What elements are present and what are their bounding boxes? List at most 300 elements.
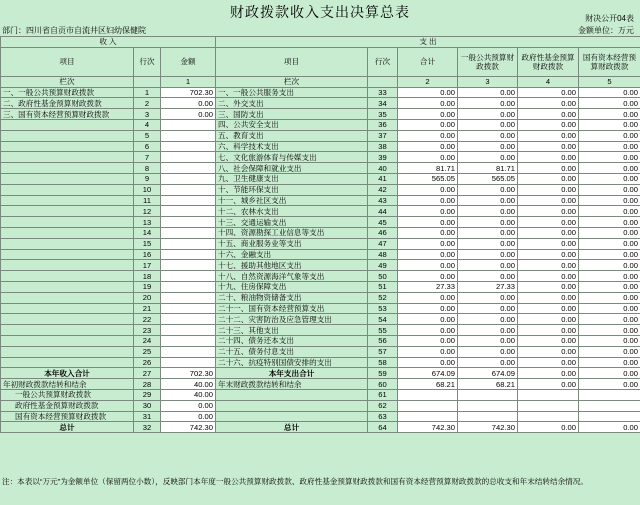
table-row bbox=[1, 98, 640, 109]
income-line: 16 bbox=[134, 249, 161, 260]
income-amount: 0.00 bbox=[161, 98, 216, 109]
expense-total: 0.00 bbox=[398, 238, 458, 249]
expense-item: 九、卫生健康支出 bbox=[216, 173, 368, 184]
expense-total: 0.00 bbox=[398, 325, 458, 336]
table-row bbox=[1, 141, 640, 152]
expense-item: 十八、自然资源海洋气象等支出 bbox=[216, 271, 368, 282]
expense-item: 十、节能环保支出 bbox=[216, 184, 368, 195]
expense-gov-fund: 0.00 bbox=[518, 163, 579, 174]
table-row bbox=[1, 119, 640, 130]
expense-line: 60 bbox=[368, 379, 398, 390]
expense-item: 十五、商业服务业等支出 bbox=[216, 238, 368, 249]
table-row bbox=[1, 217, 640, 228]
income-amount bbox=[161, 357, 216, 368]
income-amount bbox=[161, 292, 216, 303]
income-line: 31 bbox=[134, 411, 161, 422]
income-amount bbox=[161, 238, 216, 249]
income-line: 25 bbox=[134, 346, 161, 357]
expense-item: 本年支出合计 bbox=[216, 368, 368, 379]
expense-general: 0.00 bbox=[458, 357, 518, 368]
income-line: 15 bbox=[134, 238, 161, 249]
expense-state-capital: 0.00 bbox=[579, 346, 640, 357]
income-amount: 702.30 bbox=[161, 87, 216, 98]
expense-item: 三、国防支出 bbox=[216, 109, 368, 120]
income-item bbox=[1, 217, 134, 228]
table-row bbox=[1, 346, 640, 357]
expense-line: 62 bbox=[368, 400, 398, 411]
expense-general-header: 一般公共预算财政拨款 bbox=[458, 47, 518, 76]
income-amount: 702.30 bbox=[161, 368, 216, 379]
expense-state-capital: 0.00 bbox=[579, 249, 640, 260]
table-row bbox=[1, 227, 640, 238]
income-amount bbox=[161, 325, 216, 336]
expense-gov-fund: 0.00 bbox=[518, 357, 579, 368]
expense-general bbox=[458, 400, 518, 411]
expense-item: 二十六、抗疫特别国债安排的支出 bbox=[216, 357, 368, 368]
expense-general: 0.00 bbox=[458, 119, 518, 130]
expense-total: 0.00 bbox=[398, 130, 458, 141]
income-item bbox=[1, 184, 134, 195]
expense-item: 十七、援助其他地区支出 bbox=[216, 260, 368, 271]
expense-line: 54 bbox=[368, 314, 398, 325]
table-body bbox=[1, 87, 640, 433]
income-item bbox=[1, 335, 134, 346]
expense-gov-fund: 0.00 bbox=[518, 184, 579, 195]
income-item: 二、政府性基金预算财政拨款 bbox=[1, 98, 134, 109]
expense-gov-fund: 0.00 bbox=[518, 292, 579, 303]
expense-state-capital: 0.00 bbox=[579, 303, 640, 314]
expense-state-capital: 0.00 bbox=[579, 357, 640, 368]
income-line: 4 bbox=[134, 119, 161, 130]
expense-item: 七、文化旅游体育与传媒支出 bbox=[216, 152, 368, 163]
expense-line: 63 bbox=[368, 411, 398, 422]
expense-item: 一、一般公共服务支出 bbox=[216, 87, 368, 98]
income-item bbox=[1, 314, 134, 325]
income-line: 32 bbox=[134, 422, 161, 433]
expense-item: 二十一、国有资本经营预算支出 bbox=[216, 303, 368, 314]
income-amount-header: 金额 bbox=[161, 47, 216, 76]
expense-item: 二十二、灾害防治及应急管理支出 bbox=[216, 314, 368, 325]
expense-line: 47 bbox=[368, 238, 398, 249]
expense-item: 总计 bbox=[216, 422, 368, 433]
expense-state-capital: 0.00 bbox=[579, 98, 640, 109]
expense-gov-fund: 0.00 bbox=[518, 87, 579, 98]
expense-item bbox=[216, 400, 368, 411]
expense-item: 六、科学技术支出 bbox=[216, 141, 368, 152]
expense-total bbox=[398, 400, 458, 411]
expense-general bbox=[458, 389, 518, 400]
income-line: 7 bbox=[134, 152, 161, 163]
expense-gov-fund: 0.00 bbox=[518, 98, 579, 109]
expense-state-capital: 0.00 bbox=[579, 227, 640, 238]
expense-item: 十一、城乡社区支出 bbox=[216, 195, 368, 206]
table-row bbox=[1, 281, 640, 292]
expense-item-header: 项目 bbox=[216, 47, 368, 76]
expense-state-capital: 0.00 bbox=[579, 87, 640, 98]
expense-gov-fund: 0.00 bbox=[518, 303, 579, 314]
table-row bbox=[1, 206, 640, 217]
expense-total: 742.30 bbox=[398, 422, 458, 433]
expense-gov-fund: 0.00 bbox=[518, 173, 579, 184]
table-row bbox=[1, 152, 640, 163]
income-item: 政府性基金预算财政拨款 bbox=[1, 400, 134, 411]
expense-general: 0.00 bbox=[458, 98, 518, 109]
income-amount bbox=[161, 141, 216, 152]
expense-gov-fund: 0.00 bbox=[518, 325, 579, 336]
income-line: 13 bbox=[134, 217, 161, 228]
expense-general: 0.00 bbox=[458, 260, 518, 271]
income-line: 14 bbox=[134, 227, 161, 238]
expense-line: 34 bbox=[368, 98, 398, 109]
income-line: 12 bbox=[134, 206, 161, 217]
income-amount bbox=[161, 303, 216, 314]
expense-line: 51 bbox=[368, 281, 398, 292]
income-amount: 0.00 bbox=[161, 109, 216, 120]
expense-general: 674.09 bbox=[458, 368, 518, 379]
table-row bbox=[1, 314, 640, 325]
expense-item: 十三、交通运输支出 bbox=[216, 217, 368, 228]
expense-line: 40 bbox=[368, 163, 398, 174]
expense-general: 0.00 bbox=[458, 271, 518, 282]
income-amount: 0.00 bbox=[161, 400, 216, 411]
budget-table bbox=[0, 36, 640, 433]
income-item bbox=[1, 130, 134, 141]
expense-total: 0.00 bbox=[398, 314, 458, 325]
expense-gov-fund: 0.00 bbox=[518, 141, 579, 152]
income-item bbox=[1, 271, 134, 282]
income-item bbox=[1, 357, 134, 368]
expense-general: 0.00 bbox=[458, 227, 518, 238]
income-line: 11 bbox=[134, 195, 161, 206]
expense-state-capital: 0.00 bbox=[579, 422, 640, 433]
footnote: 注：本表以“万元”为金额单位（保留两位小数），反映部门本年度一般公共预算财政拨款、政府性基金预算财政拨款和国有资本经营预算财政拨款的总收支和年末结转结余情况。 bbox=[2, 477, 588, 486]
expense-state-capital: 0.00 bbox=[579, 217, 640, 228]
income-item bbox=[1, 141, 134, 152]
expense-item bbox=[216, 389, 368, 400]
income-line: 5 bbox=[134, 130, 161, 141]
expense-total: 27.33 bbox=[398, 281, 458, 292]
income-line: 9 bbox=[134, 173, 161, 184]
expense-line: 55 bbox=[368, 325, 398, 336]
income-amount: 40.00 bbox=[161, 389, 216, 400]
income-amount bbox=[161, 260, 216, 271]
income-item bbox=[1, 346, 134, 357]
table-row bbox=[1, 400, 640, 411]
expense-general: 0.00 bbox=[458, 325, 518, 336]
index-4: 4 bbox=[518, 76, 579, 87]
income-item bbox=[1, 206, 134, 217]
income-amount bbox=[161, 335, 216, 346]
expense-total: 81.71 bbox=[398, 163, 458, 174]
income-line: 20 bbox=[134, 292, 161, 303]
expense-gov-fund: 0.00 bbox=[518, 195, 579, 206]
expense-total: 0.00 bbox=[398, 217, 458, 228]
income-item bbox=[1, 281, 134, 292]
expense-state-capital: 0.00 bbox=[579, 238, 640, 249]
income-line: 8 bbox=[134, 163, 161, 174]
expense-item: 二十四、债务还本支出 bbox=[216, 335, 368, 346]
expense-line: 53 bbox=[368, 303, 398, 314]
expense-total: 0.00 bbox=[398, 195, 458, 206]
income-line: 10 bbox=[134, 184, 161, 195]
income-line: 28 bbox=[134, 379, 161, 390]
expense-item: 年末财政拨款结转和结余 bbox=[216, 379, 368, 390]
expense-general: 0.00 bbox=[458, 314, 518, 325]
expense-index-label: 栏次 bbox=[216, 76, 368, 87]
income-item: 年初财政拨款结转和结余 bbox=[1, 379, 134, 390]
table-row bbox=[1, 303, 640, 314]
expense-gov-fund: 0.00 bbox=[518, 422, 579, 433]
expense-line: 33 bbox=[368, 87, 398, 98]
income-line: 2 bbox=[134, 98, 161, 109]
income-item bbox=[1, 260, 134, 271]
expense-total: 0.00 bbox=[398, 303, 458, 314]
income-line: 6 bbox=[134, 141, 161, 152]
income-line: 23 bbox=[134, 325, 161, 336]
expense-state-capital: 0.00 bbox=[579, 368, 640, 379]
expense-state-capital: 0.00 bbox=[579, 325, 640, 336]
income-amount bbox=[161, 227, 216, 238]
income-item: 本年收入合计 bbox=[1, 368, 134, 379]
income-amount bbox=[161, 119, 216, 130]
expense-gov-fund bbox=[518, 389, 579, 400]
expense-general: 0.00 bbox=[458, 238, 518, 249]
expense-item: 十四、资源勘探工业信息等支出 bbox=[216, 227, 368, 238]
expense-state-capital: 0.00 bbox=[579, 379, 640, 390]
unit-label: 金额单位：万元 bbox=[578, 26, 634, 35]
income-line: 1 bbox=[134, 87, 161, 98]
income-amount bbox=[161, 281, 216, 292]
expense-state-capital: 0.00 bbox=[579, 335, 640, 346]
expense-general: 81.71 bbox=[458, 163, 518, 174]
expense-state-capital: 0.00 bbox=[579, 184, 640, 195]
income-line-header: 行次 bbox=[134, 47, 161, 76]
index-2: 2 bbox=[398, 76, 458, 87]
expense-general: 0.00 bbox=[458, 109, 518, 120]
expense-item: 十九、住房保障支出 bbox=[216, 281, 368, 292]
table-row bbox=[1, 292, 640, 303]
income-amount bbox=[161, 163, 216, 174]
income-item: 一般公共预算财政拨款 bbox=[1, 389, 134, 400]
expense-state-capital: 0.00 bbox=[579, 109, 640, 120]
expense-item: 二十五、债务付息支出 bbox=[216, 346, 368, 357]
expense-gov-fund: 0.00 bbox=[518, 109, 579, 120]
expense-state-capital: 0.00 bbox=[579, 152, 640, 163]
expense-total: 0.00 bbox=[398, 152, 458, 163]
expense-total: 0.00 bbox=[398, 98, 458, 109]
income-amount bbox=[161, 184, 216, 195]
expense-item: 二十、粮油物资储备支出 bbox=[216, 292, 368, 303]
table-row bbox=[1, 109, 640, 120]
income-line: 3 bbox=[134, 109, 161, 120]
expense-line: 37 bbox=[368, 130, 398, 141]
table-row bbox=[1, 163, 640, 174]
expense-state-capital: 0.00 bbox=[579, 195, 640, 206]
income-line: 30 bbox=[134, 400, 161, 411]
income-item bbox=[1, 173, 134, 184]
expense-state-capital: 0.00 bbox=[579, 163, 640, 174]
expense-total: 0.00 bbox=[398, 109, 458, 120]
expense-total bbox=[398, 389, 458, 400]
expense-gov-fund: 0.00 bbox=[518, 346, 579, 357]
expense-general: 0.00 bbox=[458, 184, 518, 195]
expense-state-capital: 0.00 bbox=[579, 141, 640, 152]
income-index-label: 栏次 bbox=[1, 76, 134, 87]
income-item bbox=[1, 292, 134, 303]
expense-state-capital: 0.00 bbox=[579, 314, 640, 325]
table-row bbox=[1, 173, 640, 184]
expense-item: 二、外交支出 bbox=[216, 98, 368, 109]
expense-total: 0.00 bbox=[398, 357, 458, 368]
expense-gov-fund: 0.00 bbox=[518, 260, 579, 271]
table-row bbox=[1, 325, 640, 336]
table-row bbox=[1, 379, 640, 390]
expense-total: 0.00 bbox=[398, 184, 458, 195]
expense-general: 565.05 bbox=[458, 173, 518, 184]
income-item: 三、国有资本经营预算财政拨款 bbox=[1, 109, 134, 120]
income-amount: 0.00 bbox=[161, 411, 216, 422]
expense-state-capital: 0.00 bbox=[579, 260, 640, 271]
expense-total: 0.00 bbox=[398, 87, 458, 98]
expense-gov-fund: 0.00 bbox=[518, 281, 579, 292]
table-row bbox=[1, 184, 640, 195]
expense-state-capital: 0.00 bbox=[579, 206, 640, 217]
income-header: 收 入 bbox=[1, 37, 216, 48]
table-row bbox=[1, 368, 640, 379]
table-row bbox=[1, 249, 640, 260]
income-item bbox=[1, 227, 134, 238]
expense-total: 0.00 bbox=[398, 141, 458, 152]
expense-line: 50 bbox=[368, 271, 398, 282]
income-item bbox=[1, 303, 134, 314]
expense-state-capital bbox=[579, 411, 640, 422]
expense-general: 0.00 bbox=[458, 206, 518, 217]
expense-gov-fund: 0.00 bbox=[518, 206, 579, 217]
expense-line: 46 bbox=[368, 227, 398, 238]
expense-line: 43 bbox=[368, 195, 398, 206]
expense-line: 57 bbox=[368, 346, 398, 357]
expense-gov-fund: 0.00 bbox=[518, 314, 579, 325]
table-row bbox=[1, 271, 640, 282]
income-line: 21 bbox=[134, 303, 161, 314]
expense-gov-fund: 0.00 bbox=[518, 119, 579, 130]
table-row bbox=[1, 87, 640, 98]
expense-gov-fund: 0.00 bbox=[518, 217, 579, 228]
expense-general: 0.00 bbox=[458, 87, 518, 98]
expense-general: 27.33 bbox=[458, 281, 518, 292]
expense-general: 0.00 bbox=[458, 292, 518, 303]
expense-line: 58 bbox=[368, 357, 398, 368]
department-label: 部门：四川省自贡市自流井区妇幼保健院 bbox=[2, 26, 146, 35]
income-item: 总计 bbox=[1, 422, 134, 433]
expense-item: 二十三、其他支出 bbox=[216, 325, 368, 336]
income-amount bbox=[161, 314, 216, 325]
expense-header: 支 出 bbox=[216, 37, 640, 48]
expense-total: 0.00 bbox=[398, 227, 458, 238]
expense-general: 0.00 bbox=[458, 346, 518, 357]
income-item bbox=[1, 152, 134, 163]
table-row bbox=[1, 130, 640, 141]
table-row bbox=[1, 238, 640, 249]
expense-state-capital: 0.00 bbox=[579, 130, 640, 141]
expense-total: 674.09 bbox=[398, 368, 458, 379]
expense-line: 42 bbox=[368, 184, 398, 195]
expense-line: 39 bbox=[368, 152, 398, 163]
expense-item: 十六、金融支出 bbox=[216, 249, 368, 260]
expense-state-capital: 0.00 bbox=[579, 281, 640, 292]
table-row bbox=[1, 335, 640, 346]
expense-gov-fund: 0.00 bbox=[518, 152, 579, 163]
income-item-header: 项目 bbox=[1, 47, 134, 76]
income-item bbox=[1, 238, 134, 249]
income-item bbox=[1, 163, 134, 174]
expense-item: 四、公共安全支出 bbox=[216, 119, 368, 130]
expense-state-capital: 0.00 bbox=[579, 173, 640, 184]
expense-item: 五、教育支出 bbox=[216, 130, 368, 141]
table-row bbox=[1, 411, 640, 422]
income-amount bbox=[161, 152, 216, 163]
income-line: 18 bbox=[134, 271, 161, 282]
income-amount: 742.30 bbox=[161, 422, 216, 433]
expense-state-capital bbox=[579, 389, 640, 400]
expense-gov-fund: 0.00 bbox=[518, 368, 579, 379]
expense-total: 0.00 bbox=[398, 206, 458, 217]
income-amount: 40.00 bbox=[161, 379, 216, 390]
expense-general: 0.00 bbox=[458, 152, 518, 163]
expense-gov-fund bbox=[518, 400, 579, 411]
expense-general: 0.00 bbox=[458, 195, 518, 206]
expense-general: 0.00 bbox=[458, 130, 518, 141]
expense-line-header: 行次 bbox=[368, 47, 398, 76]
expense-line: 64 bbox=[368, 422, 398, 433]
expense-line: 52 bbox=[368, 292, 398, 303]
expense-state-capital: 0.00 bbox=[579, 292, 640, 303]
expense-general bbox=[458, 411, 518, 422]
income-item: 一、一般公共预算财政拨款 bbox=[1, 87, 134, 98]
income-line: 27 bbox=[134, 368, 161, 379]
form-code: 财决公开04表 bbox=[585, 14, 634, 23]
expense-item: 八、社会保障和就业支出 bbox=[216, 163, 368, 174]
income-amount bbox=[161, 249, 216, 260]
expense-line: 59 bbox=[368, 368, 398, 379]
income-amount bbox=[161, 271, 216, 282]
expense-general: 742.30 bbox=[458, 422, 518, 433]
expense-state-capital: 0.00 bbox=[579, 271, 640, 282]
expense-total: 0.00 bbox=[398, 292, 458, 303]
expense-general: 0.00 bbox=[458, 249, 518, 260]
income-line: 26 bbox=[134, 357, 161, 368]
expense-line: 38 bbox=[368, 141, 398, 152]
table-row bbox=[1, 357, 640, 368]
expense-gov-fund: 0.00 bbox=[518, 249, 579, 260]
income-line: 17 bbox=[134, 260, 161, 271]
income-line: 19 bbox=[134, 281, 161, 292]
income-amount bbox=[161, 130, 216, 141]
expense-line: 56 bbox=[368, 335, 398, 346]
expense-line: 36 bbox=[368, 119, 398, 130]
expense-gov-fund: 0.00 bbox=[518, 130, 579, 141]
expense-total: 0.00 bbox=[398, 249, 458, 260]
table-row bbox=[1, 260, 640, 271]
index-5: 5 bbox=[579, 76, 640, 87]
report-title: 财政拨款收入支出决算总表 bbox=[230, 4, 410, 20]
expense-total: 0.00 bbox=[398, 346, 458, 357]
expense-line: 61 bbox=[368, 389, 398, 400]
income-amount bbox=[161, 217, 216, 228]
expense-line: 44 bbox=[368, 206, 398, 217]
expense-state-capital-header: 国有资本经营预算财政拨款 bbox=[579, 47, 640, 76]
expense-total bbox=[398, 411, 458, 422]
